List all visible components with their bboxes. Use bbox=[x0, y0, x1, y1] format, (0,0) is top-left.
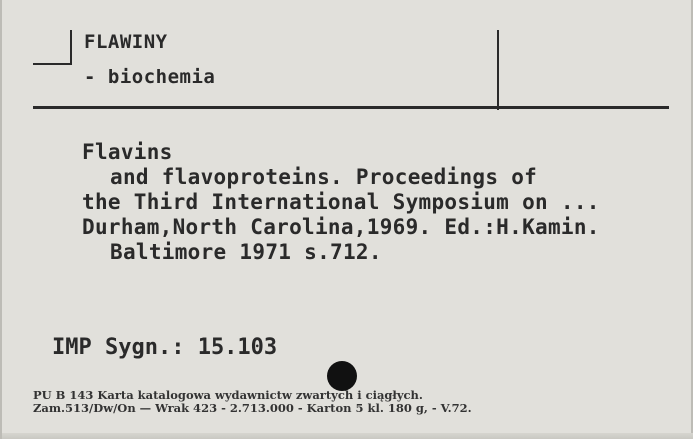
subject-heading: FLAWINY bbox=[84, 31, 168, 53]
header-divider-vertical bbox=[497, 30, 499, 110]
card-header bbox=[2, 0, 693, 112]
title-line: Baltimore 1971 s.712. bbox=[110, 240, 382, 264]
title-line: the Third International Symposium on ... bbox=[82, 190, 600, 214]
corner-mark-vertical bbox=[70, 30, 72, 65]
card-footer bbox=[33, 389, 472, 415]
title-line: and flavoproteins. Proceedings of bbox=[110, 165, 538, 189]
title-line: Durham,North Carolina,1969. Ed.:H.Kamin. bbox=[82, 215, 600, 239]
footer-line: Zam.513/Dw/On — Wrak 423 - 2.713.000 - Karton 5 kl. 180 g, - V.72. bbox=[33, 401, 472, 415]
bibliographic-entry bbox=[82, 140, 600, 265]
footer-line: PU B 143 Karta katalogowa wydawnictw zwartych i ciągłych. bbox=[33, 388, 423, 402]
call-number: IMP Sygn.: 15.103 bbox=[52, 335, 278, 360]
title-line: Flavins bbox=[82, 140, 173, 164]
header-divider-horizontal bbox=[33, 106, 669, 109]
corner-mark-horizontal bbox=[33, 63, 71, 65]
punch-hole bbox=[327, 361, 357, 391]
card-bottom-edge bbox=[2, 433, 693, 439]
subject-subdivision: - biochemia bbox=[84, 66, 216, 88]
